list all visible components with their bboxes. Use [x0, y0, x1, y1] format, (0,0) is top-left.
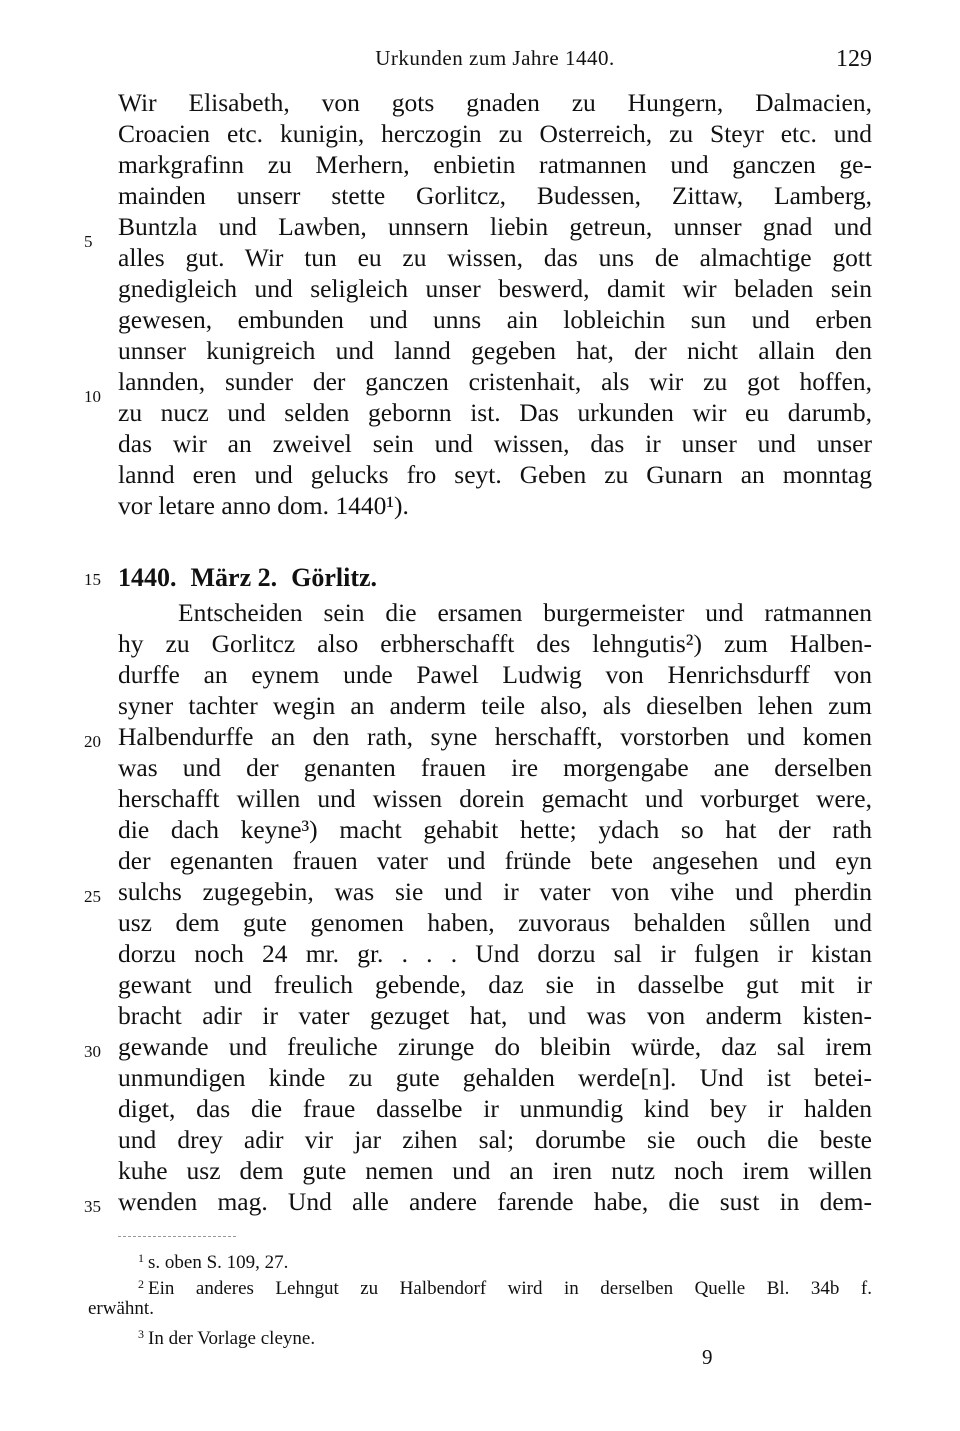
text-line: gewande und freuliche zirunge do bleibin würde, daz sal irem	[118, 1032, 872, 1061]
footnote-text: s. oben S. 109, 27.	[148, 1252, 289, 1273]
text-line: syner tachter wegin an anderm teile also, als dieselben lehen zum	[118, 691, 872, 720]
footnote-1	[138, 1246, 289, 1273]
running-head	[118, 46, 872, 76]
text-line: vor letare anno dom. 1440¹).	[118, 491, 409, 520]
text-line: und drey adir vir jar zihen sal; dorumbe sie ouch die beste	[118, 1125, 872, 1154]
text-line: Croacien etc. kunigin, herczogin zu Osterreich, zu Steyr etc. und	[118, 119, 872, 148]
text-line: Wir Elisabeth, von gots gnaden zu Hungern, Dalmacien,	[118, 88, 872, 117]
text-line: Entscheiden sein die ersamen burgermeister und ratmannen	[178, 598, 872, 627]
entry-place: Görlitz.	[291, 563, 378, 592]
line-number: 35	[84, 1197, 101, 1216]
footnote-3	[138, 1322, 316, 1349]
footnote-2	[138, 1272, 872, 1299]
signature-mark: 9	[702, 1345, 713, 1369]
text-line: markgrafinn zu Merhern, enbietin ratmannen und ganczen ge-	[118, 150, 872, 179]
line-number: 10	[84, 387, 101, 406]
entry-heading	[118, 561, 391, 595]
entry-date: März 2.	[190, 563, 278, 592]
text-line: kuhe usz dem gute nemen und an iren nutz noch irem willen	[118, 1156, 872, 1185]
text-line: gewesen, embunden und unns ain lobleichin sun und erben	[118, 305, 872, 334]
text-line: zu nucz und selden gebornn ist. Das urkunden wir eu darumb,	[118, 398, 872, 427]
text-line: das wir an zweivel sein und wissen, das ir unser und unser	[118, 429, 872, 458]
text-line: Halbendurffe an den rath, syne herschafft, vorstorben und komen	[118, 722, 872, 751]
text-line: lannden, sunder der ganczen cristenhait, als wir zu got hoffen,	[118, 367, 872, 396]
entry-year: 1440.	[118, 563, 177, 592]
text-line: mainden unserr stette Gorlitcz, Budessen, Zittaw, Lamberg,	[118, 181, 872, 210]
text-line: Buntzla und Lawben, unnsern liebin getreun, unnser gnad und	[118, 212, 872, 241]
footnote-text: In der Vorlage cleyne.	[148, 1328, 316, 1349]
text-line: dorzu noch 24 mr. gr. . . . Und dorzu sal ir fulgen ir kistan	[118, 939, 872, 968]
text-line: gnedigleich und seligleich unser beswerd, damit wir beladen sein	[118, 274, 872, 303]
footnote-mark: 3	[138, 1327, 144, 1341]
page-number: 129	[836, 46, 872, 72]
text-line: alles gut. Wir tun eu zu wissen, das uns de almachtige gott	[118, 243, 872, 272]
text-line: wenden mag. Und alle andere farende habe, die sust in dem-	[118, 1187, 872, 1216]
footnote-text: Ein anderes Lehngut zu Halbendorf wird in derselben Quelle Bl. 34b f.	[148, 1278, 872, 1299]
footnote-mark: 2	[138, 1277, 144, 1291]
text-line: sulchs zugegebin, was sie und ir vater von vihe und pherdin	[118, 877, 872, 906]
line-number: 30	[84, 1042, 101, 1061]
running-title: Urkunden zum Jahre 1440.	[375, 46, 615, 70]
text-line: der egenanten frauen vater und fründe bete angesehen und eyn	[118, 846, 872, 875]
text-line: unmundigen kinde zu gute gehalden werde[n]. Und ist betei-	[118, 1063, 872, 1092]
footnote-mark: 1	[138, 1251, 144, 1265]
text-line: diget, das die fraue dasselbe ir unmundig kind bey ir halden	[118, 1094, 872, 1123]
line-number: 20	[84, 732, 101, 751]
text-line: hy zu Gorlitcz also erbherschafft des lehngutis²) zum Halben-	[118, 629, 872, 658]
text-line: unnser kunigreich und lannd gegeben hat, der nicht allain den	[118, 336, 872, 365]
text-line: usz dem gute genomen haben, zuvoraus behalden sůllen und	[118, 908, 872, 937]
footnote-2-continuation: erwähnt.	[88, 1298, 154, 1319]
text-line: bracht adir ir vater gezuget hat, und was von anderm kisten-	[118, 1001, 872, 1030]
line-number: 5	[84, 232, 93, 251]
line-number: 25	[84, 887, 101, 906]
text-line: lannd eren und gelucks fro seyt. Geben zu Gunarn an monntag	[118, 460, 872, 489]
line-number: 15	[84, 570, 101, 589]
text-line: gewant und freulich gebende, daz sie in dasselbe gut mit ir	[118, 970, 872, 999]
text-line: die dach keyne³) macht gehabit hette; ydach so hat der rath	[118, 815, 872, 844]
footnote-rule	[118, 1236, 236, 1237]
text-line: durffe an eynem unde Pawel Ludwig von Henrichsdurff von	[118, 660, 872, 689]
text-line: herschafft willen und wissen dorein gemacht und vorburget were,	[118, 784, 872, 813]
text-line: was und der genanten frauen ire morgengabe ane derselben	[118, 753, 872, 782]
